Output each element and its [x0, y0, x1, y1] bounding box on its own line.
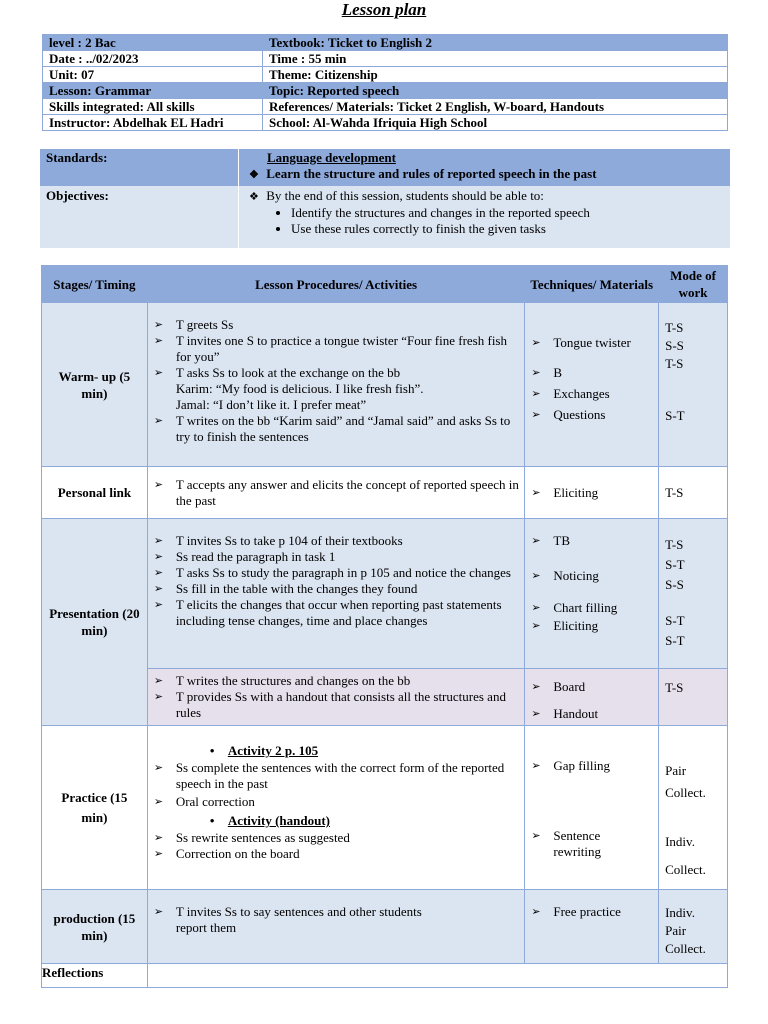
info-instructor: Instructor: Abdelhak EL Hadri — [43, 115, 263, 131]
activity-item: ➢ T asks Ss to study the paragraph in p 105 and notice the changes — [153, 565, 511, 580]
arrow-bullet-icon: ➢ — [153, 319, 164, 331]
arrow-bullet-icon: ➢ — [531, 830, 541, 842]
mode-item: S-T — [665, 408, 685, 423]
activity-item: ➢ T invites one S to practice a tongue twister “Four fine fresh fish for you” — [153, 333, 507, 364]
info-textbook: Textbook: Ticket to English 2 — [263, 35, 728, 51]
activity-item: ➢ T accepts any answer and elicits the concept of reported speech in the past — [153, 476, 519, 508]
activity-item: ➢ T invites Ss to take p 104 of their textbooks — [153, 533, 403, 548]
diamond-bullet-icon: ❖ — [249, 191, 259, 203]
reflections-label: Reflections — [42, 964, 148, 988]
bullet-dot-icon: • — [209, 813, 215, 828]
arrow-bullet-icon: ➢ — [531, 409, 541, 421]
arrow-bullet-icon: ➢ — [153, 551, 164, 563]
mode-item: Collect. — [665, 941, 706, 956]
stage-presentation: Presentation (20 min) — [42, 519, 148, 726]
arrow-bullet-icon: ➢ — [531, 760, 541, 772]
activity-item: ➢ T asks Ss to look at the exchange on the bb Karim: “My food is delicious. I like fresh fish”. Jamal: “I don’t like it. I prefer meat” — [153, 365, 424, 412]
arrow-bullet-icon: ➢ — [531, 388, 541, 400]
mode-item: S-S — [665, 338, 684, 353]
mode-item: Indiv. — [665, 905, 695, 920]
activity-heading: Activity 2 p. 105 — [227, 743, 319, 758]
activity-item: ➢ Ss read the paragraph in task 1 — [153, 549, 336, 564]
arrow-bullet-icon: ➢ — [153, 796, 164, 808]
mode-item: Collect. — [665, 862, 706, 877]
info-level: level : 2 Bac — [43, 35, 263, 51]
bullet-dot-icon: • — [209, 743, 215, 758]
arrow-bullet-icon: ➢ — [153, 478, 164, 491]
info-time: Time : 55 min — [263, 51, 728, 67]
reflections-cell — [147, 964, 727, 988]
header-procedures: Lesson Procedures/ Activities — [147, 266, 525, 303]
activity-item: ➢ Ss complete the sentences with the correct form of the reported speech in the past — [153, 760, 505, 791]
mode-item: Indiv. — [665, 834, 695, 849]
arrow-bullet-icon: ➢ — [153, 583, 164, 595]
header-stages: Stages/ Timing — [42, 266, 148, 303]
technique-item: Board — [553, 679, 586, 694]
stage-warmup: Warm- up (5 min) — [42, 303, 148, 467]
arrow-bullet-icon: ➢ — [153, 535, 164, 547]
stage-production: production (15 min) — [42, 890, 148, 964]
mode-item: T-S — [665, 537, 684, 552]
mode-item: S-T — [665, 633, 685, 648]
page-title: Lesson plan — [341, 0, 427, 19]
standards-label: Standards: — [40, 149, 239, 186]
arrow-bullet-icon: ➢ — [531, 681, 541, 693]
activity-item: ➢ Oral correction — [153, 794, 255, 809]
info-table — [42, 34, 728, 131]
activity-item: ➢ Ss rewrite sentences as suggested — [153, 830, 350, 845]
standards-table — [40, 149, 730, 248]
technique-item: Tongue twister — [553, 335, 631, 350]
activity-item: ➢ T greets Ss — [153, 317, 234, 332]
technique-item: Eliciting — [553, 484, 599, 500]
arrow-bullet-icon: ➢ — [153, 599, 164, 611]
info-unit: Unit: 07 — [43, 67, 263, 83]
activity-item: ➢ T provides Ss with a handout that consists all the structures and rules — [153, 689, 506, 720]
technique-item: B — [553, 365, 563, 380]
arrow-bullet-icon: ➢ — [531, 570, 541, 582]
mode-item: Pair — [665, 923, 687, 938]
objective-item: • Use these rules correctly to finish the given tasks — [291, 221, 726, 237]
info-lesson: Lesson: Grammar — [43, 83, 263, 99]
arrow-bullet-icon: ➢ — [153, 832, 164, 844]
activity-item: ➢ Ss fill in the table with the changes they found — [153, 581, 418, 596]
procedures-table — [41, 265, 728, 988]
technique-item: Noticing — [553, 568, 599, 583]
arrow-bullet-icon: ➢ — [531, 620, 541, 632]
activity-heading: Activity (handout) — [227, 813, 331, 828]
mode-item: T-S — [665, 680, 684, 695]
mode-item: T-S — [665, 356, 684, 371]
technique-item: Exchanges — [553, 386, 610, 401]
arrow-bullet-icon: ➢ — [531, 367, 541, 379]
arrow-bullet-icon: ➢ — [153, 762, 164, 774]
header-techniques: Techniques/ Materials — [525, 266, 659, 303]
mode-item: S-T — [665, 557, 685, 572]
technique-item: Handout — [553, 706, 599, 721]
info-school: School: Al-Wahda Ifriquia High School — [263, 115, 728, 131]
arrow-bullet-icon: ➢ — [531, 486, 541, 499]
arrow-bullet-icon: ➢ — [153, 415, 164, 427]
exchange-karim: Karim: “My food is delicious. I like fresh fish”. — [175, 381, 424, 396]
arrow-bullet-icon: ➢ — [153, 335, 164, 347]
arrow-bullet-icon: ➢ — [153, 675, 164, 687]
technique-item: Questions — [553, 407, 606, 422]
info-skills: Skills integrated: All skills — [43, 99, 263, 115]
objective-item: • Identify the structures and changes in the reported speech — [291, 205, 726, 221]
standards-text: Learn the structure and rules of reported speech in the past — [266, 166, 597, 181]
stage-personal-link: Personal link — [42, 467, 148, 519]
diamond-bullet-icon: ❖ — [249, 169, 259, 181]
technique-item: TB — [553, 533, 570, 548]
mode-item: Collect. — [665, 785, 706, 800]
technique-item: Free practice — [553, 904, 621, 919]
objectives-content — [239, 186, 731, 248]
mode-item: Pair — [665, 763, 687, 778]
activity-item: ➢ T writes on the bb “Karim said” and “Jamal said” and asks Ss to try to finish the sentences — [153, 413, 511, 444]
mode-item: S-T — [665, 613, 685, 628]
arrow-bullet-icon: ➢ — [153, 367, 164, 379]
exchange-jamal: Jamal: “I don’t like it. I prefer meat” — [175, 397, 367, 412]
activity-item: ➢ T writes the structures and changes on the bb — [153, 673, 411, 688]
mode-item: T-S — [665, 320, 684, 335]
arrow-bullet-icon: ➢ — [153, 691, 164, 703]
info-theme: Theme: Citizenship — [263, 67, 728, 83]
info-references: References/ Materials: Ticket 2 English, W-board, Handouts — [263, 99, 728, 115]
arrow-bullet-icon: ➢ — [531, 535, 541, 547]
arrow-bullet-icon: ➢ — [153, 848, 164, 860]
technique-item: Gap filling — [553, 758, 611, 773]
activity-item: ➢ Correction on the board — [153, 846, 300, 861]
objectives-label: Objectives: — [40, 186, 239, 248]
arrow-bullet-icon: ➢ — [531, 708, 541, 720]
objectives-intro: By the end of this session, students should be able to: — [266, 188, 544, 203]
arrow-bullet-icon: ➢ — [153, 906, 164, 918]
info-topic: Topic: Reported speech — [263, 83, 728, 99]
header-mode: Mode of work — [659, 266, 728, 303]
activity-item: ➢ T invites Ss to say sentences and other students report them — [153, 904, 422, 935]
technique-item: Chart filling — [553, 600, 618, 615]
mode-item: S-S — [665, 577, 684, 592]
mode-item: T-S — [665, 484, 684, 500]
arrow-bullet-icon: ➢ — [153, 567, 164, 579]
technique-item: Sentence rewriting — [553, 828, 602, 859]
standards-heading: Language development — [267, 150, 396, 165]
standards-content — [239, 149, 731, 186]
arrow-bullet-icon: ➢ — [531, 337, 541, 349]
info-date: Date : ../02/2023 — [43, 51, 263, 67]
arrow-bullet-icon: ➢ — [531, 906, 541, 918]
arrow-bullet-icon: ➢ — [531, 602, 541, 614]
activity-item: ➢ T elicits the changes that occur when reporting past statements including tense changes, time and place changes — [153, 597, 502, 628]
technique-item: Eliciting — [553, 618, 599, 633]
stage-practice: Practice (15 min) — [42, 726, 148, 890]
